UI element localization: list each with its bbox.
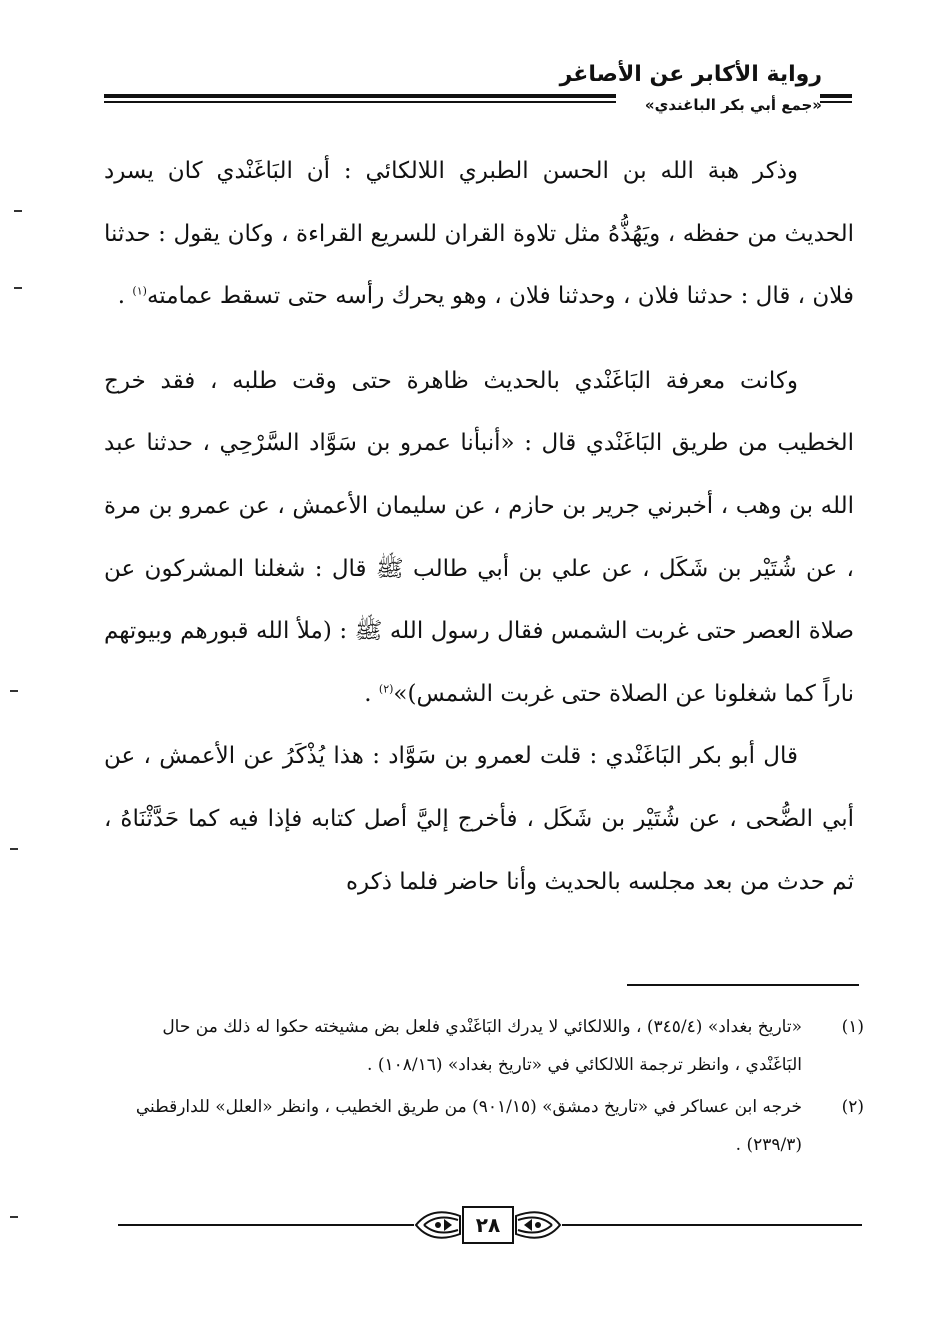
- footnote-ref: (١): [132, 284, 147, 298]
- scan-mark: [10, 690, 18, 692]
- footer-rule-left: [118, 1224, 414, 1226]
- footnotes: [104, 1008, 864, 1168]
- scan-mark: [10, 848, 18, 850]
- running-head-title: رواية الأكابر عن الأصاغر: [559, 62, 822, 87]
- paragraph-text: وذكر هبة الله بن الحسن الطبري اللالكائي : أن البَاغَنْدي كان يسرد الحديث من حفظه ، ويَهُذُّهُ مثل تلاوة القران للسريع القراءة ، وكان يقول : حدثنا فلان ، قال : حدثنا فلان ، وحدثنا فلان ، وهو يحرك رأسه حتى تسقط عمامته: [104, 158, 854, 310]
- paragraph-text: وكانت معرفة البَاغَنْدي بالحديث ظاهرة حتى وقت طلبه ، فقد خرج الخطيب من طريق البَاغَنْدي قال : «أنبأنا عمرو بن سَوَّاد السَّرْحِي ، حدثنا عبد الله بن وهب ، أخبرني جرير بن حازم ، عن سليمان الأعمش ، عن عمرو بن مرة ، عن شُتَيْر بن شَكَل ، عن علي بن أبي طالب ﷺ قال : شغلنا المشركون عن صلاة العصر حتى غربت الشمس فقال رسول الله ﷺ : (ملأ الله قبورهم وبيوتهم ناراً كما شغلونا عن الصلاة حتى غربت الشمس)»: [104, 367, 854, 707]
- paragraph: وكانت معرفة البَاغَنْدي بالحديث ظاهرة حتى وقت طلبه ، فقد خرج الخطيب من طريق البَاغَنْدي قال : «أنبأنا عمرو بن سَوَّاد السَّرْحِي ، حدثنا عبد الله بن وهب ، أخبرني جرير بن حازم ، عن سليمان الأعمش ، عن عمرو بن مرة ، عن شُتَيْر بن شَكَل ، عن علي بن أبي طالب ﷺ قال : شغلنا المشركون عن صلاة العصر حتى غربت الشمس فقال رسول الله ﷺ : (ملأ الله قبورهم وبيوتهم ناراً كما شغلونا عن الصلاة حتى غربت الشمس)»$^{(٢)}$ .: [104, 367, 854, 707]
- footnote-number: (١): [841, 1017, 864, 1037]
- footnote-text: خرجه ابن عساكر في «تاريخ دمشق» (٩٠١/١٥) من طريق الخطيب ، وانظر «العلل» للدارقطني (٢٣٩/٣) .: [135, 1097, 802, 1155]
- paragraph: وذكر هبة الله بن الحسن الطبري اللالكائي : أن البَاغَنْدي كان يسرد الحديث من حفظه ، ويَهُذُّهُ مثل تلاوة القران للسريع القراءة ، وكان يقول : حدثنا فلان ، قال : حدثنا فلان ، وحدثنا فلان ، وهو يحرك رأسه حتى تسقط عمامته$^{(١)}$ .: [104, 158, 854, 310]
- scan-mark: [10, 1216, 18, 1218]
- page-number: ٢٨: [462, 1206, 514, 1244]
- paragraph: [104, 725, 854, 913]
- header-rule-short: [820, 94, 852, 103]
- running-head-subtitle: «جمع أبي بكر الباغندي»: [644, 96, 822, 114]
- footnote-separator: [627, 984, 859, 986]
- footer-rule-right: [562, 1224, 862, 1226]
- footnote: [104, 1008, 864, 1084]
- scan-mark: [14, 287, 22, 289]
- footnote-ref: (٢): [378, 682, 394, 696]
- footnote-number: (٢): [841, 1097, 864, 1117]
- header-rule: [104, 94, 616, 103]
- scan-mark: [14, 210, 22, 212]
- main-text: [104, 140, 854, 913]
- paragraph-text: قال أبو بكر البَاغَنْدي : قلت لعمرو بن سَوَّاد : هذا يُذْكَرُ عن الأعمش ، عن أبي الضُّحى ، عن شُتَيْر بن شَكَل ، فأخرج إليَّ أصل كتابه فإذا فيه كما حَدَّثْنَاهُ ، ثم حدث من بعد مجلسه بالحديث وأنا حاضر فلما ذكره: [104, 743, 854, 895]
- footnote-text: «تاريخ بغداد» (٣٤٥/٤) ، واللالكائي لا يدرك البَاغَنْدي فلعل بض مشيخته حكوا له ذلك من حال البَاغَنْدي ، وانظر ترجمة اللالكائي في «تاريخ بغداد» (١٠٨/١٦) .: [162, 1017, 802, 1075]
- footnote: [104, 1088, 864, 1164]
